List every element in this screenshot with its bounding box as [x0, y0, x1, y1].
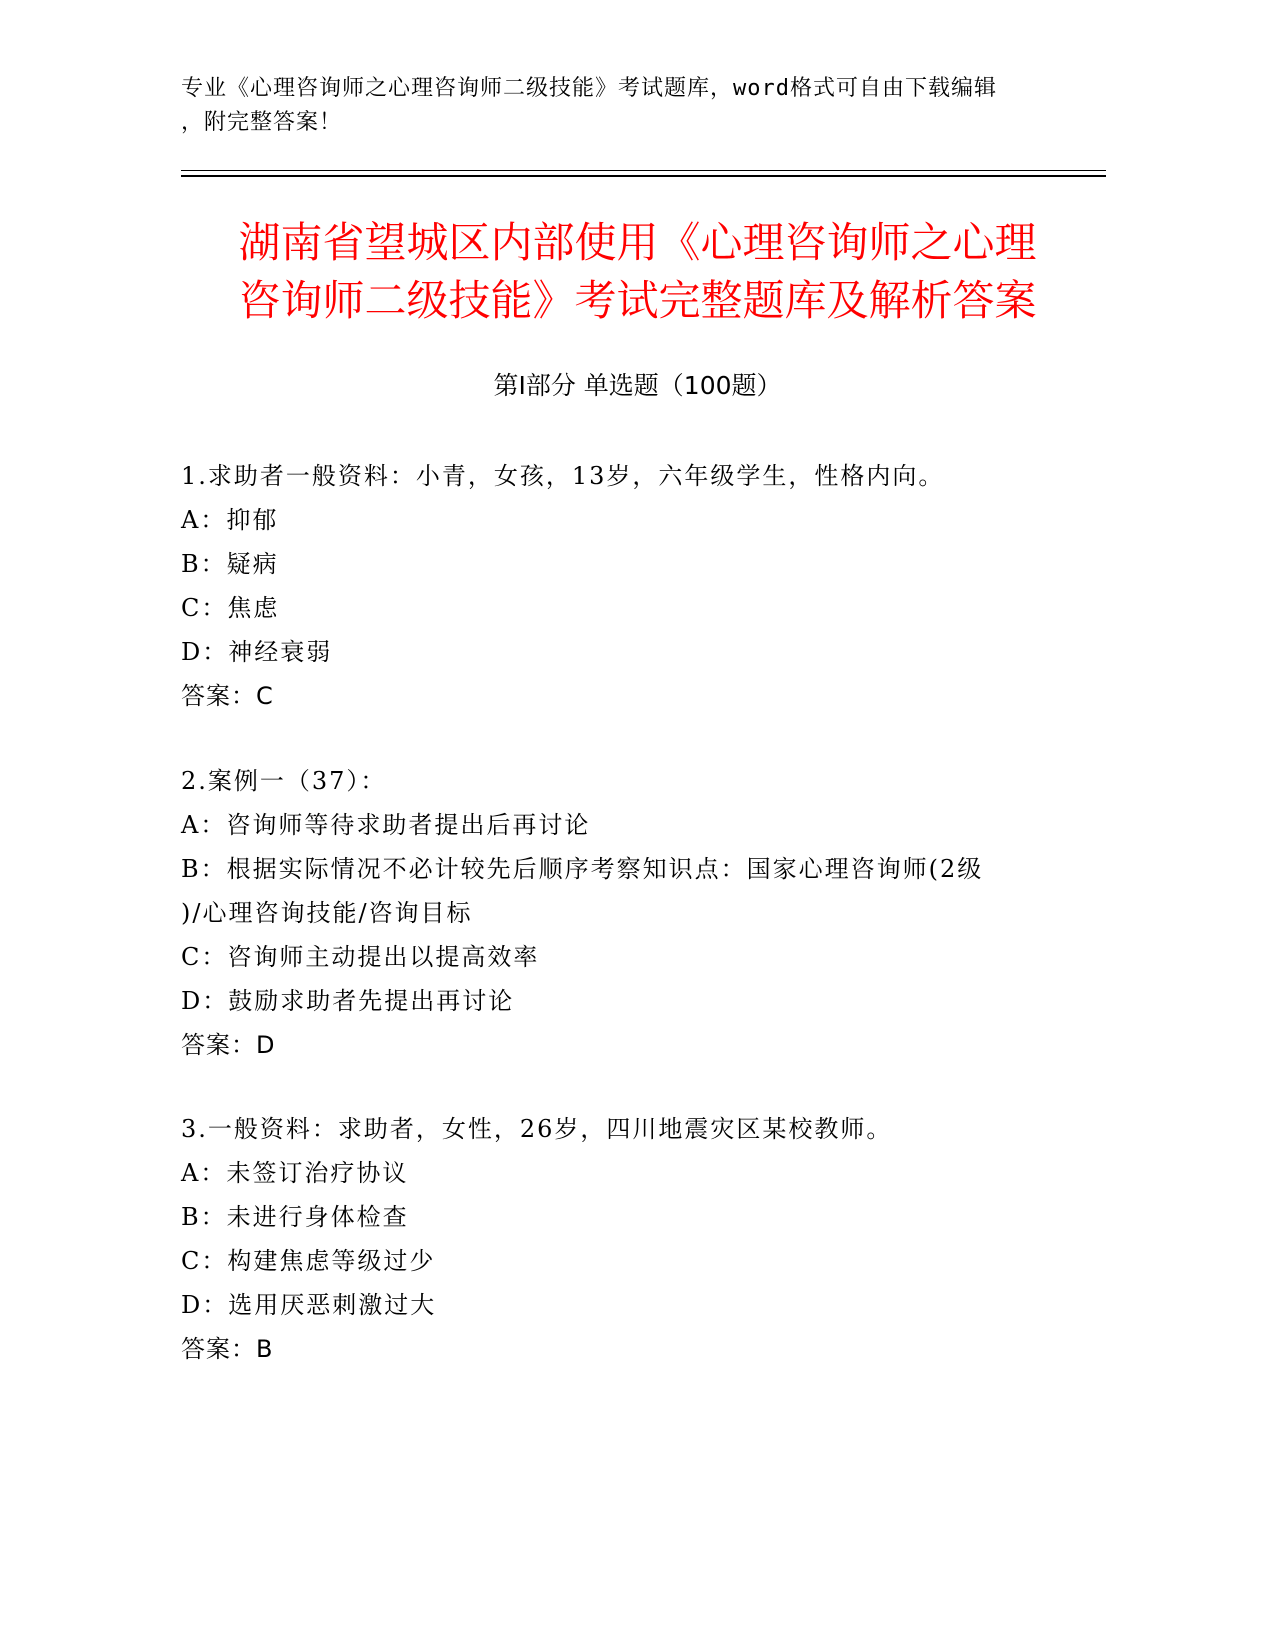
question-1 — [181, 454, 1061, 718]
header-note-line-2: ，附完整答案！ — [181, 110, 343, 135]
option-a: A：咨询师等待求助者提出后再讨论 — [181, 811, 591, 839]
header-note-line-1: 专业《心理咨询师之心理咨询师二级技能》考试题库，word格式可自由下载编辑 — [181, 76, 997, 101]
section-title: 第Ⅰ部分 单选题（100题） — [493, 371, 782, 400]
answer-label: 答案：C — [181, 682, 274, 710]
option-b: B：根据实际情况不必计较先后顺序考察知识点：国家心理咨询师(2级 — [181, 855, 984, 883]
option-c: C：构建焦虑等级过少 — [181, 1247, 436, 1275]
question-3 — [181, 1107, 1061, 1371]
header-divider-thick — [181, 175, 1106, 177]
option-d: D：选用厌恶刺激过大 — [181, 1291, 437, 1319]
option-b-continued: )/心理咨询技能/咨询目标 — [181, 899, 473, 927]
option-c: C：焦虑 — [181, 594, 280, 622]
document-title-line-2: 咨询师二级技能》考试完整题库及解析答案 — [238, 276, 1037, 325]
header-divider-thin — [181, 170, 1106, 171]
answer-label: 答案：B — [181, 1335, 274, 1363]
document-title — [140, 214, 1135, 330]
option-c: C：咨询师主动提出以提高效率 — [181, 943, 540, 971]
option-d: D：鼓励求助者先提出再讨论 — [181, 987, 515, 1015]
document-title-line-1: 湖南省望城区内部使用《心理咨询师之心理 — [238, 218, 1037, 267]
option-d: D：神经衰弱 — [181, 638, 333, 666]
question-2 — [181, 759, 1061, 1067]
question-stem: 2.案例一（37）： — [181, 767, 387, 795]
header-note — [181, 72, 1051, 140]
answer-label: 答案：D — [181, 1031, 276, 1059]
option-b: B：未进行身体检查 — [181, 1203, 409, 1231]
question-stem: 3.一般资料：求助者，女性，26岁，四川地震灾区某校教师。 — [181, 1115, 893, 1143]
option-b: B：疑病 — [181, 550, 279, 578]
question-stem: 1.求助者一般资料：小青，女孩，13岁，六年级学生，性格内向。 — [181, 462, 945, 490]
option-a: A：未签订治疗协议 — [181, 1159, 409, 1187]
option-a: A：抑郁 — [181, 506, 279, 534]
